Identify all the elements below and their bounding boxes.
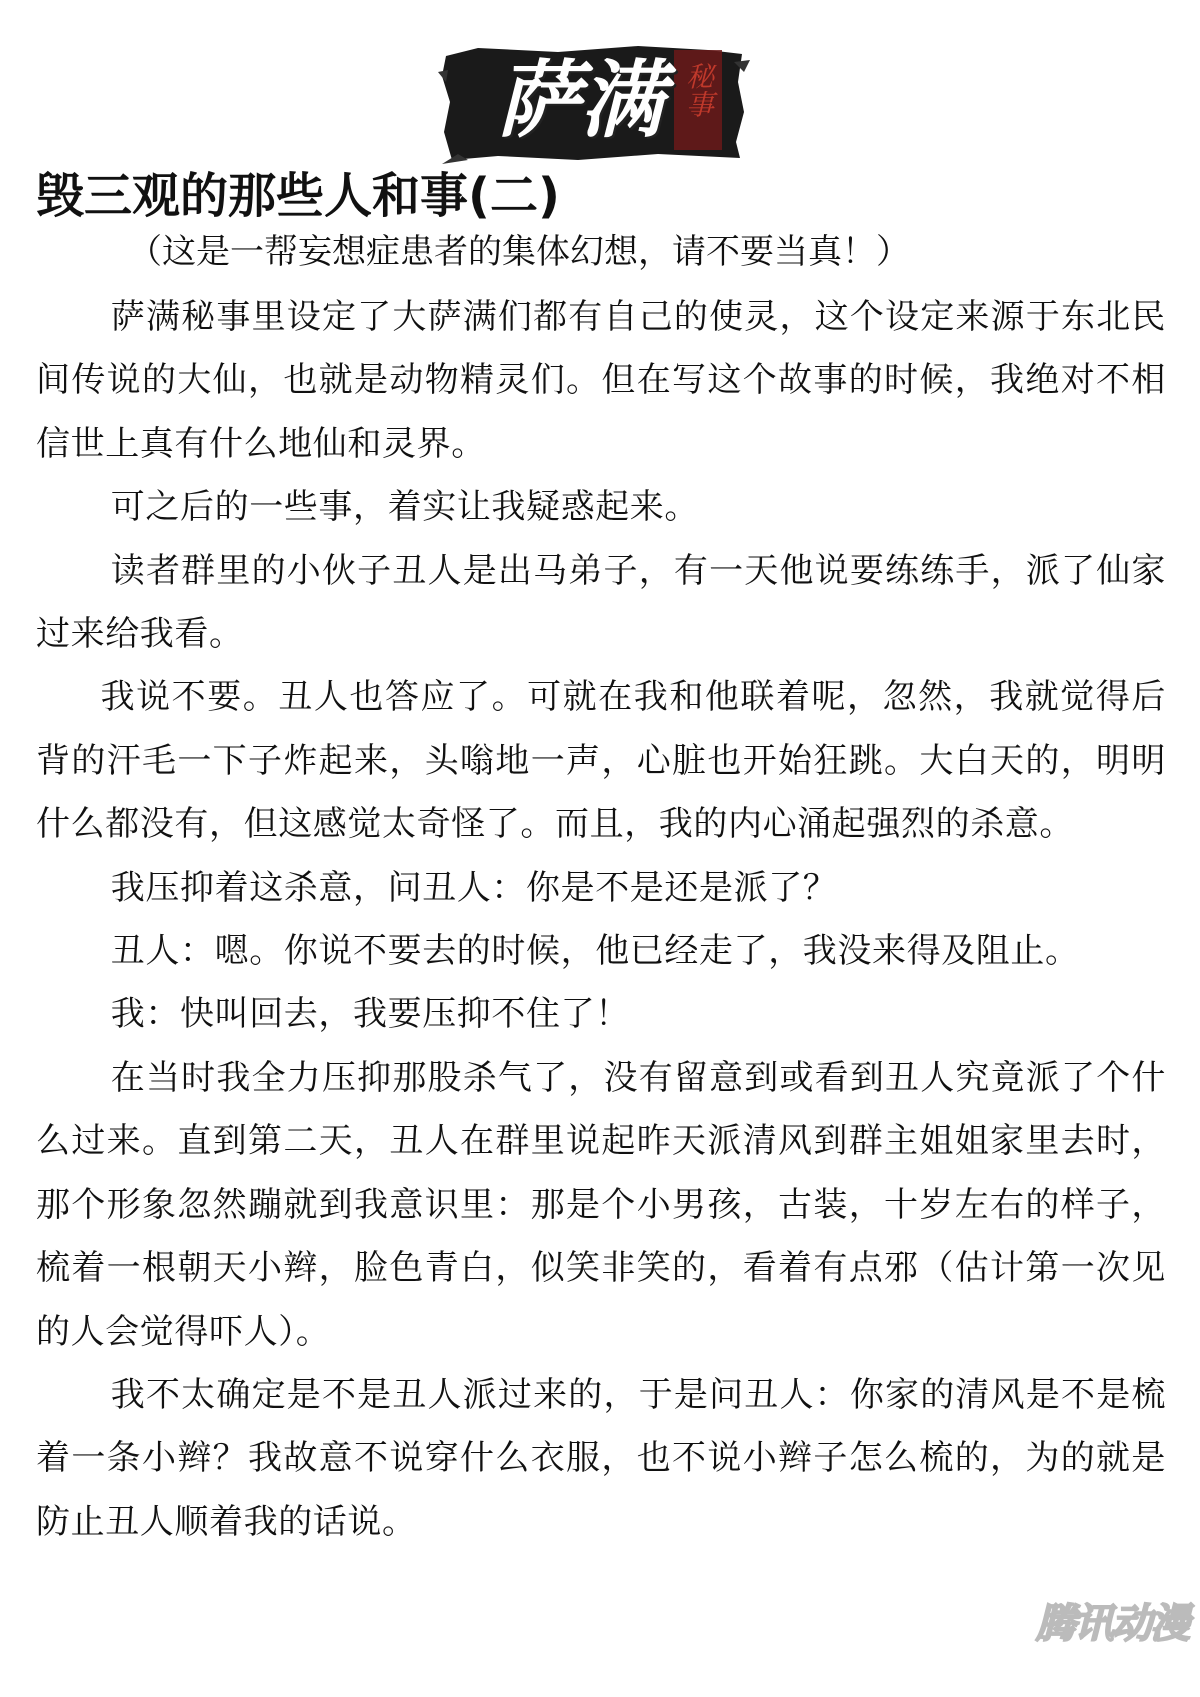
watermark: 腾讯动漫 xyxy=(1036,1601,1188,1647)
article-body xyxy=(36,286,1166,1554)
series-logo xyxy=(438,42,750,164)
article-subtitle: （这是一帮妄想症患者的集体幻想，请不要当真！） xyxy=(128,232,910,272)
paragraph: 丑人：嗯。你说不要去的时候，他已经走了，我没来得及阻止。 xyxy=(110,931,1080,972)
paragraph: 我压抑着这杀意，问丑人：你是不是还是派了？ xyxy=(110,867,838,908)
paragraph: 我说不要。丑人也答应了。可就在我和他联着呢，忽然，我就觉得后背的汗毛一下子炸起来，头嗡地一声，心脏也开始狂跳。大白天的，明明什么都没有，但这感觉太奇怪了。而且，我的内心涌起强烈的杀意。 xyxy=(36,677,1166,845)
paragraph: 可之后的一些事，着实让我疑惑起来。 xyxy=(110,487,699,528)
paragraph: 在当时我全力压抑那股杀气了，没有留意到或看到丑人究竟派了个什么过来。直到第二天，丑人在群里说起昨天派清风到群主姐姐家里去时，那个形象忽然蹦就到我意识里：那是个小男孩，古装，十岁左右的样子，梳着一根朝天小辫，脸色青白，似笑非笑的，看着有点邪（估计第一次见的人会觉得吓人）。 xyxy=(36,1057,1166,1352)
paragraph: 我：快叫回去，我要压抑不住了！ xyxy=(110,994,630,1035)
article-title: 毁三观的那些人和事(二) xyxy=(36,168,560,224)
paragraph: 萨满秘事里设定了大萨满们都有自己的使灵，这个设定来源于东北民间传说的大仙，也就是动物精灵们。但在写这个故事的时候，我绝对不相信世上真有什么地仙和灵界。 xyxy=(36,297,1166,464)
logo-main-text: 萨满 xyxy=(496,50,665,149)
paragraph: 读者群里的小伙子丑人是出马弟子，有一天他说要练练手，派了仙家过来给我看。 xyxy=(36,550,1166,655)
logo-sub-text: 秘事 xyxy=(682,62,715,118)
paragraph: 我不太确定是不是丑人派过来的，于是问丑人：你家的清风是不是梳着一条小辫？我故意不说穿什么衣服，也不说小辫子怎么梳的，为的就是防止丑人顺着我的话说。 xyxy=(36,1374,1166,1542)
